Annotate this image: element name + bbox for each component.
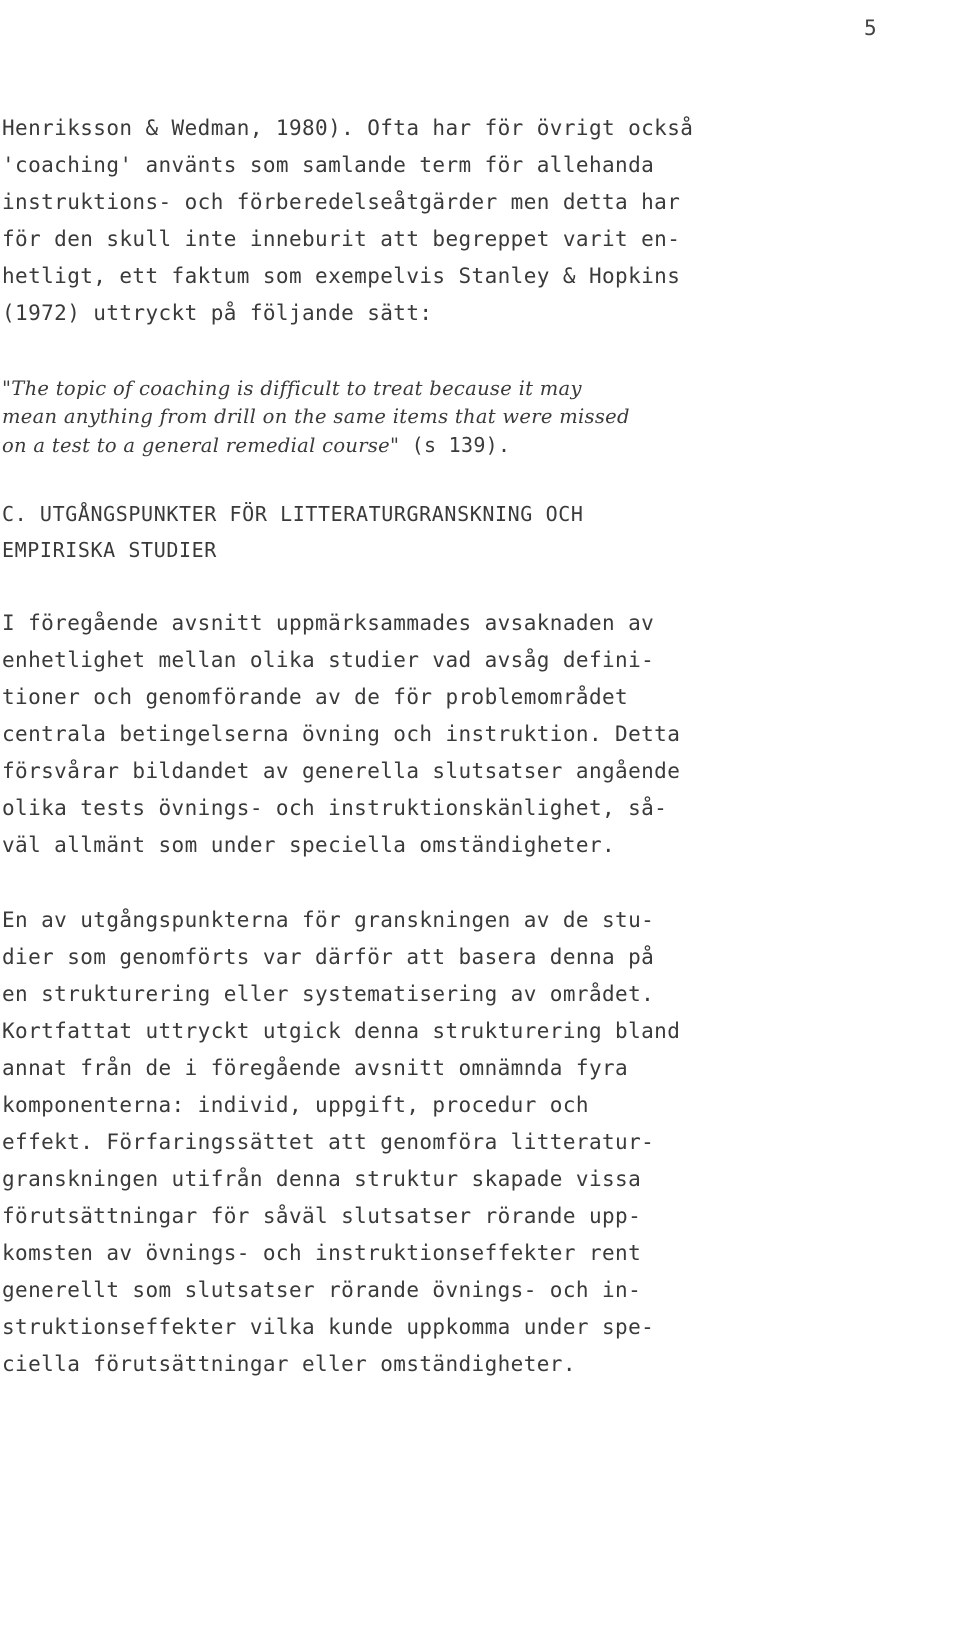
text-line: väl allmänt som under speciella omständigheter. bbox=[2, 833, 616, 857]
text-line: Kortfattat uttryckt utgick denna strukturering bland bbox=[2, 1019, 681, 1043]
paragraph-approach bbox=[2, 902, 952, 1383]
text-line: enhetlighet mellan olika studier vad avsåg defini- bbox=[2, 648, 655, 672]
text-line: Henriksson & Wedman, 1980). Ofta har för övrigt också bbox=[2, 116, 694, 140]
text-line: olika tests övnings- och instruktionskänlighet, så- bbox=[2, 796, 668, 820]
text-line: hetligt, ett faktum som exempelvis Stanley & Hopkins bbox=[2, 264, 681, 288]
text-line: centrala betingelserna övning och instruktion. Detta bbox=[2, 722, 681, 746]
text-line: (1972) uttryckt på följande sätt: bbox=[2, 301, 433, 325]
text-line: En av utgångspunkterna för granskningen av de stu- bbox=[2, 908, 655, 932]
quote-line: mean anything from drill on the same items that were missed bbox=[2, 405, 630, 428]
text-line: för den skull inte inneburit att begreppet varit en- bbox=[2, 227, 681, 251]
paragraph-background bbox=[2, 605, 952, 864]
page-number: 5 bbox=[864, 16, 877, 40]
heading-line: C. UTGÅNGSPUNKTER FÖR LITTERATURGRANSKNING OCH bbox=[2, 502, 584, 526]
section-heading bbox=[2, 496, 952, 568]
quote-line bbox=[2, 431, 952, 459]
text-line: ciella förutsättningar eller omständigheter. bbox=[2, 1352, 576, 1376]
text-line: generellt som slutsatser rörande övnings- och in- bbox=[2, 1278, 642, 1302]
text-line: I föregående avsnitt uppmärksammades avsaknaden av bbox=[2, 611, 655, 635]
text-line: instruktions- och förberedelseåtgärder men detta har bbox=[2, 190, 681, 214]
text-line: effekt. Förfaringssättet att genomföra litteratur- bbox=[2, 1130, 655, 1154]
quote-line: "The topic of coaching is difficult to treat because it may bbox=[2, 377, 582, 400]
text-line: en strukturering eller systematisering av området. bbox=[2, 982, 655, 1006]
block-quote bbox=[2, 375, 952, 459]
text-line: komsten av övnings- och instruktionseffekter rent bbox=[2, 1241, 642, 1265]
text-line: dier som genomförts var därför att basera denna på bbox=[2, 945, 655, 969]
text-line: granskningen utifrån denna struktur skapade vissa bbox=[2, 1167, 642, 1191]
quote-citation: (s 139). bbox=[399, 433, 511, 457]
text-line: förutsättningar för såväl slutsatser rörande upp- bbox=[2, 1204, 642, 1228]
paragraph-intro bbox=[2, 110, 952, 332]
text-line: tioner och genomförande av de för problemområdet bbox=[2, 685, 629, 709]
text-line: 'coaching' använts som samlande term för allehanda bbox=[2, 153, 655, 177]
text-line: försvårar bildandet av generella slutsatser angående bbox=[2, 759, 681, 783]
text-line: komponenterna: individ, uppgift, procedur och bbox=[2, 1093, 589, 1117]
text-line: struktionseffekter vilka kunde uppkomma under spe- bbox=[2, 1315, 655, 1339]
heading-line: EMPIRISKA STUDIER bbox=[2, 538, 217, 562]
quote-last-text: on a test to a general remedial course" bbox=[2, 434, 400, 457]
text-line: annat från de i föregående avsnitt omnämnda fyra bbox=[2, 1056, 629, 1080]
